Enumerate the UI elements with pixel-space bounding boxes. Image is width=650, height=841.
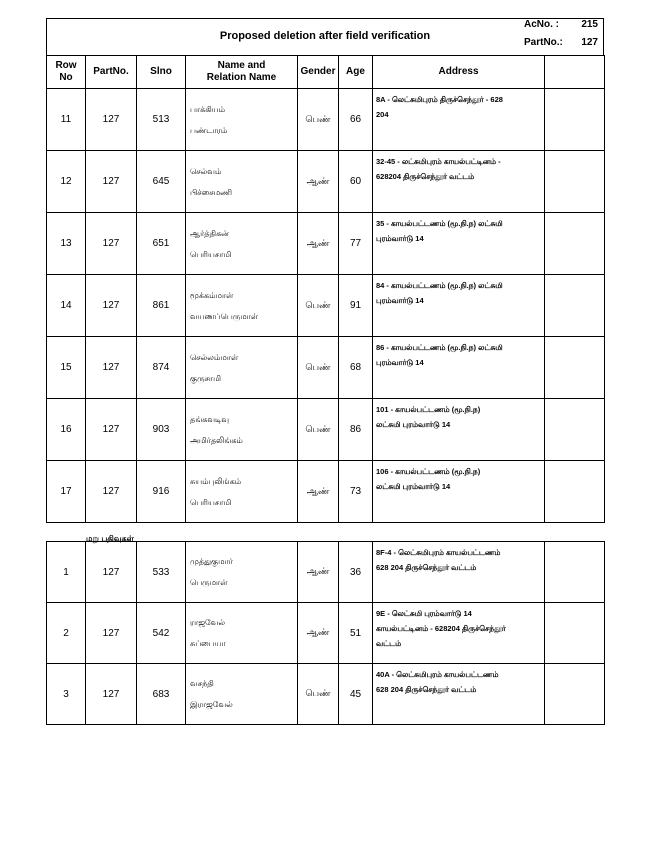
table-header-row: [47, 56, 605, 89]
serial-number: 651: [137, 213, 186, 275]
elector-name: ஆர்த்திகன்: [190, 228, 229, 238]
age-cell: 77: [339, 213, 373, 275]
ac-number: [524, 19, 598, 30]
section2-label: மறு பதிவுகள்: [86, 534, 134, 543]
address-cell: [373, 213, 545, 275]
ac-number-value: 215: [581, 19, 598, 30]
col-part-no: PartNo.: [86, 56, 137, 89]
age-cell: 73: [339, 461, 373, 523]
row-number: 2: [47, 603, 86, 664]
table-row: [47, 461, 605, 523]
col-name-line2: Relation Name: [206, 72, 277, 83]
elector-name: செல்வம்: [190, 166, 222, 176]
blank-cell: [545, 542, 605, 603]
serial-number: 533: [137, 542, 186, 603]
address-line: காயல்பட்டினம் - 628204 திருச்செந்தூர்: [376, 624, 506, 633]
relation-name: பண்டாரம்: [190, 125, 228, 135]
col-row-no: Row No: [47, 56, 86, 89]
table-row: [47, 275, 605, 337]
part-number-cell: 127: [86, 603, 137, 664]
page-title: Proposed deletion after field verification: [219, 30, 431, 42]
blank-cell: [545, 461, 605, 523]
part-number-cell: 127: [86, 461, 137, 523]
relation-name: பெரியசாமி: [190, 249, 232, 259]
table-row: [47, 603, 605, 664]
address-line: லட்சுமி புரம்வார்டு 14: [376, 420, 451, 429]
address-line: 101 - காயல்பட்டணம் (மூ.நி.ந): [376, 405, 481, 414]
name-cell: [186, 542, 298, 603]
address-line: 84 - காயல்பட்டணம் (மூ.நி.ந) லட்சுமி: [376, 281, 503, 290]
relation-name: பெரியசாமி: [190, 497, 232, 507]
address-cell: [373, 664, 545, 725]
age-cell: 60: [339, 151, 373, 213]
relation-name: பெருமாள்: [190, 578, 228, 587]
age-cell: 91: [339, 275, 373, 337]
address-line: 628204 திருச்செந்தூர் வட்டம்: [376, 172, 475, 181]
serial-number: 916: [137, 461, 186, 523]
address-line: 32-45 - லட்சுமிபுரம் காயல்பட்டினம் -: [376, 157, 501, 166]
table-row: [47, 89, 605, 151]
elector-name: வசந்தி: [190, 679, 214, 688]
col-blank: [545, 56, 605, 89]
age-cell: 45: [339, 664, 373, 725]
col-name-line1: Name and: [217, 60, 266, 71]
name-cell: [186, 603, 298, 664]
gender-cell: பெண்: [298, 89, 339, 151]
part-number-cell: 127: [86, 151, 137, 213]
blank-cell: [545, 89, 605, 151]
section-gap: [46, 523, 604, 541]
address-line: 8A - லெட்சுமிபுரம் திருச்செந்தூர் - 628: [376, 95, 503, 104]
name-cell: [186, 399, 298, 461]
relation-name: குருசாமி: [190, 373, 221, 383]
re-registration-table: [46, 541, 605, 725]
col-slno: Slno: [137, 56, 186, 89]
row-number: 1: [47, 542, 86, 603]
address-cell: [373, 275, 545, 337]
elector-name: முத்துகுமார்: [190, 557, 233, 566]
name-cell: [186, 337, 298, 399]
blank-cell: [545, 664, 605, 725]
address-line: 9E - லெட்சுமி புரம்வார்டு 14: [376, 609, 472, 618]
relation-name: வயணப்பெருமாள்: [190, 311, 259, 321]
elector-name: மூக்கம்மாள்: [190, 290, 234, 300]
table-row: [47, 213, 605, 275]
gender-cell: பெண்: [298, 275, 339, 337]
gender-cell: பெண்: [298, 664, 339, 725]
table-row: [47, 542, 605, 603]
gender-cell: பெண்: [298, 337, 339, 399]
document-header: [46, 18, 604, 55]
row-number: 17: [47, 461, 86, 523]
name-cell: [186, 275, 298, 337]
address-line: 628 204 திருச்செந்தூர் வட்டம்: [376, 563, 477, 572]
age-cell: 66: [339, 89, 373, 151]
name-cell: [186, 151, 298, 213]
part-number-cell: 127: [86, 399, 137, 461]
address-cell: [373, 542, 545, 603]
address-line: புரம்வார்டு 14: [376, 234, 424, 243]
address-cell: [373, 89, 545, 151]
gender-cell: ஆண்: [298, 151, 339, 213]
gender-cell: ஆண்: [298, 603, 339, 664]
blank-cell: [545, 337, 605, 399]
age-cell: 36: [339, 542, 373, 603]
part-number-cell: 127: [86, 275, 137, 337]
serial-number: 683: [137, 664, 186, 725]
row-number: 3: [47, 664, 86, 725]
name-cell: [186, 461, 298, 523]
address-line: 8F-4 - லெட்சுமிபுரம் காயல்பட்டணம்: [376, 548, 501, 557]
ac-number-label: AcNo. :: [524, 19, 559, 30]
row-number: 13: [47, 213, 86, 275]
name-cell: [186, 213, 298, 275]
document-page: [46, 18, 604, 725]
col-name: [186, 56, 298, 89]
blank-cell: [545, 151, 605, 213]
age-cell: 51: [339, 603, 373, 664]
address-line: 86 - காயல்பட்டணம் (மூ.நி.ந) லட்சுமி: [376, 343, 503, 352]
deletion-table: [46, 55, 605, 523]
relation-name: சுப்பையா: [190, 639, 226, 648]
address-line: புரம்வார்டு 14: [376, 296, 424, 305]
serial-number: 542: [137, 603, 186, 664]
address-cell: [373, 151, 545, 213]
part-number-cell: 127: [86, 664, 137, 725]
table-row: [47, 399, 605, 461]
relation-name: பிச்சைமணி: [190, 187, 233, 197]
gender-cell: ஆண்: [298, 461, 339, 523]
part-number-cell: 127: [86, 542, 137, 603]
col-gender: Gender: [298, 56, 339, 89]
address-line: லட்சுமி புரம்வார்டு 14: [376, 482, 451, 491]
address-line: வட்டம்: [376, 639, 402, 648]
address-line: 204: [376, 110, 389, 119]
blank-cell: [545, 399, 605, 461]
address-line: 106 - காயல்பட்டணம் (மூ.நி.ந): [376, 467, 481, 476]
table-row: [47, 664, 605, 725]
elector-name: தங்கவடிவு: [190, 414, 230, 424]
address-line: 40A - லெட்சுமிபுரம் காயல்பட்டணம்: [376, 670, 499, 679]
relation-name: இராஜவேல்: [190, 700, 233, 709]
serial-number: 903: [137, 399, 186, 461]
serial-number: 861: [137, 275, 186, 337]
serial-number: 513: [137, 89, 186, 151]
address-cell: [373, 603, 545, 664]
name-cell: [186, 89, 298, 151]
col-address: Address: [373, 56, 545, 89]
gender-cell: பெண்: [298, 399, 339, 461]
row-number: 15: [47, 337, 86, 399]
col-age: Age: [339, 56, 373, 89]
serial-number: 645: [137, 151, 186, 213]
part-number-cell: 127: [86, 89, 137, 151]
elector-name: ராஜவேல்: [190, 618, 225, 627]
relation-name: அமிர்தலிங்கம்: [190, 435, 243, 445]
serial-number: 874: [137, 337, 186, 399]
address-line: 35 - காயல்பட்டணம் (மூ.நி.ந) லட்சுமி: [376, 219, 503, 228]
row-number: 11: [47, 89, 86, 151]
age-cell: 86: [339, 399, 373, 461]
row-number: 16: [47, 399, 86, 461]
address-cell: [373, 461, 545, 523]
table-row: [47, 151, 605, 213]
part-number: [524, 37, 598, 48]
row-number: 14: [47, 275, 86, 337]
address-cell: [373, 399, 545, 461]
name-cell: [186, 664, 298, 725]
elector-name: செல்லம்மாள்: [190, 352, 239, 362]
blank-cell: [545, 213, 605, 275]
blank-cell: [545, 603, 605, 664]
part-number-label: PartNo.:: [524, 37, 563, 48]
table-row: [47, 337, 605, 399]
part-number-cell: 127: [86, 213, 137, 275]
address-line: புரம்வார்டு 14: [376, 358, 424, 367]
address-line: 628 204 திருச்செந்தூர் வட்டம்: [376, 685, 477, 694]
row-number: 12: [47, 151, 86, 213]
gender-cell: ஆண்: [298, 213, 339, 275]
part-number-value: 127: [581, 37, 598, 48]
elector-name: பாக்கியம்: [190, 104, 226, 114]
gender-cell: ஆண்: [298, 542, 339, 603]
part-number-cell: 127: [86, 337, 137, 399]
elector-name: சுயம்புலிங்கம்: [190, 476, 242, 486]
address-cell: [373, 337, 545, 399]
blank-cell: [545, 275, 605, 337]
age-cell: 68: [339, 337, 373, 399]
